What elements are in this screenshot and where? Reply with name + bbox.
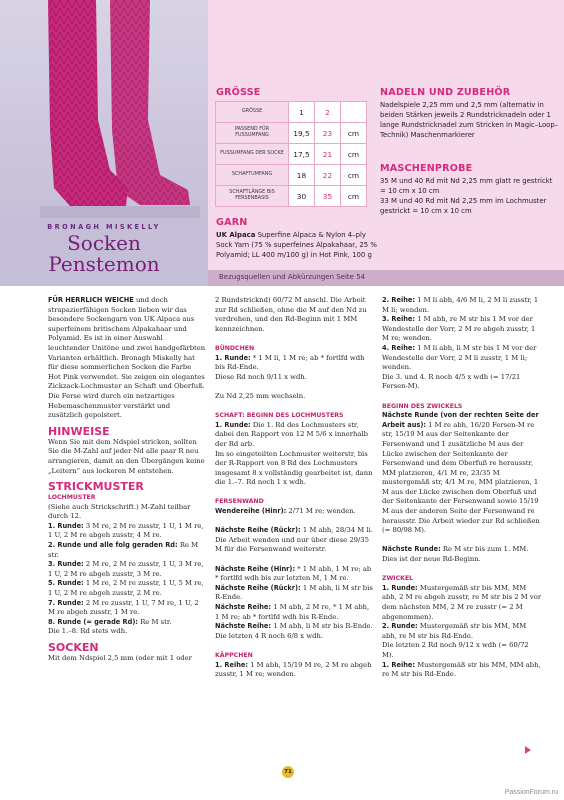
buendchen-round-1-text: * 1 M li, 1 M re; ab * fortlfd wdh bis Rd-Ende. (215, 353, 365, 372)
size-value-2: 23 (315, 123, 341, 144)
buendchen-round-1-label: 1. Runde: (215, 353, 251, 362)
round-1 (48, 522, 206, 541)
needle-change: Zu Nd 2,25 mm wechseln. (215, 391, 306, 400)
socks-illustration (0, 0, 208, 218)
size-row-label: FUSSUMFANG DER SOCKE (216, 144, 289, 165)
schaft-text: Im so eingeteilten Lochmuster weiterstr, bis der R-Rapport von 8 Rd des Lochmusters insgesamt 8 x vollständig gearbeitet ist, dann die 1.–7. Rd noch 1 x wdh. (215, 449, 373, 487)
ferse-row-2 (215, 526, 373, 555)
ferse-row-1-text: 2/71 M re; wenden. (288, 507, 356, 516)
zwickel-round-2b (382, 622, 542, 641)
socks-photo (0, 0, 208, 218)
continue-arrow-icon (525, 746, 531, 754)
reference-bar: Bezugsquellen und Abkürzungen Seite 54 (208, 270, 564, 286)
kaeppchen-row-2-text: 1 M li abh, 4/6 M li, 2 M li zusstr, 1 M li; wenden. (382, 296, 539, 314)
size-unit: cm (341, 144, 367, 165)
zwickel-heading: ZWICKEL (382, 575, 414, 583)
round-8-label: 8. Runde (= gerade Rd): (48, 617, 139, 626)
size-value-1: 1 (289, 102, 315, 123)
size-table (215, 101, 367, 207)
designer-name: BRONAGH MISKELLY (47, 223, 161, 231)
zwickel-round-2b-text: Mustergemäß str bis MM, MM abh, re M str bis Rd-Ende. (382, 622, 527, 640)
schaft-round-1 (215, 421, 373, 450)
buendchen-round-1 (215, 354, 373, 373)
gauge-line-2: 33 M und 40 Rd mit Nd 2,25 mm im Lochmuster gestrickt = 10 cm x 10 cm (380, 197, 547, 215)
size-row (216, 186, 367, 207)
round-1-text: 3 M re, 2 M re zusstr, 1 U, 1 M re, 1 U, 2 M re abgeh zusstr, 4 M re. (48, 521, 204, 540)
round-8 (48, 618, 206, 628)
fersenwand-heading: FERSENWAND (215, 498, 264, 506)
zwickel-row-1-label: 1. Reihe: (382, 660, 416, 669)
round-5-label: 5. Runde: (48, 579, 84, 588)
ferse-row-2-label: Nächste Reihe (Rückr): (215, 526, 301, 535)
kaeppchen-row-2-label: 2. Reihe: (382, 296, 416, 304)
size-row (216, 144, 367, 165)
kaeppchen-row-3 (382, 315, 542, 344)
pattern-title-line2: Penstemon (48, 252, 160, 276)
size-value-1: 18 (289, 165, 315, 186)
kaeppchen-row-1-text: 1 M abh, 15/19 M re, 2 M re abgeh zusstr, 1 M re; wenden. (215, 660, 372, 679)
round-3-text: 2 M re, 2 M re zusstr, 1 U, 3 M re, 1 U, 2 M re abgeh zusstr, 3 M re. (48, 560, 204, 578)
ferse-row-6-label: Nächste Reihe: (215, 622, 272, 631)
kaeppchen-row-3-text: 1 M abh, re M str bis 1 M vor der Wendestelle der Vorr, 2 M re abgeh zusstr, 1 M re; wenden. (382, 315, 536, 343)
round-7 (48, 599, 206, 618)
ferse-row-5-label: Nächste Reihe: (215, 603, 272, 611)
kaeppchen-row-1-label: 1. Reihe: (215, 660, 249, 669)
intro-lead: FÜR HERRLICH WEICHE (48, 296, 134, 304)
zwickel-start-heading: BEGINN DES ZWICKELS (382, 402, 463, 410)
hinweise-heading: HINWEISE (48, 424, 110, 438)
page-number: 71 (282, 766, 294, 778)
size-row (216, 165, 367, 186)
kaeppchen-row-4-label: 4. Reihe: (382, 343, 416, 352)
round-2 (48, 541, 206, 560)
buendchen-repeat: Diese Rd noch 9/11 x wdh. (215, 372, 307, 381)
schaft-round-1-text: Die 1. Rd des Lochmusters str, dabei den Rapport von 12 M 5/6 x innerhalb der Rd arb. (215, 420, 368, 448)
zwickel-next-round-text: 1 M re abh, 16/20 Fersen-M re str, 15/19 M aus der Seitenkante der Fersenwand und 1 zusätzliche M aus der Lücke zwischen der Seitenkante der Fersenwand und dem Oberfuß re herausstr, MM platzieren, 4/1 M re, 23/35 M mustergemäß str, 4/1 M re, MM platzieren, 1 M aus der Lücke zwischen dem Oberfuß und der Seitenkante der Fersenwand sowie 15/19 M aus der anderen Seite der Fersenwand re herausstr. Die Arbeit wieder zur Rd schließen (= 80/98 M). (382, 420, 540, 535)
watermark: PassionForum.ru (504, 789, 558, 796)
zwickel-next-round (382, 411, 542, 536)
zwickel-round-2-text: Re M str bis zum 1. MM. Dies ist der neue Rd-Beginn. (382, 545, 529, 564)
round-1-label: 1. Runde: (48, 521, 84, 530)
ferse-row-4-text: 1 M abh, li M str bis R-Ende. (215, 583, 373, 602)
size-row-label: PASSEND FÜR FUSSUMFANG (216, 123, 289, 144)
schaft-round-1-label: 1. Runde: (215, 420, 251, 429)
title-block (0, 218, 208, 286)
size-unit: cm (341, 165, 367, 186)
zwickel-round-1b-label: 1. Runde: (382, 583, 418, 592)
intro-text: und doch strapazierfähigen Socken lieben wir das besondere Sockengarn von UK Alpaca aus superfeinem britischem Alpakahaar und Polyamid. Es ist in einer Auswahl leuchtender Unitöne und zwei handgefärbten Varianten erhältlich. Bronagh Miskelly hat für diese sommerlichen Socken die Farbe Hot Pink verwendet. Sie zeigen ein elegantes Zickzack-Lochmuster an Schaft und Oberfuß. Die Ferse wird durch ein netzartiges Hebemaschenmuster verstärkt und zusätzlich gepolstert. (48, 296, 206, 420)
size-value-1: 19,5 (289, 123, 315, 144)
round-2-text: Re M str. (48, 541, 199, 559)
size-value-2: 22 (315, 165, 341, 186)
zwickel-round-1b-text: Mustergemäß str bis MM, MM abh, 2 M re abgeh zusstr, re M str bis 2 M vor dem nächsten MM, 2 M re zusstr (= 2 M abgenommen). (382, 583, 542, 621)
size-row (216, 102, 367, 123)
column-2 (215, 296, 373, 680)
size-row-label: SCHAFTUMFANG (216, 165, 289, 186)
kaeppchen-row-4-text: 1 M li abh, li M str bis 1 M vor der Wendestelle der Vorr, 2 M li zusstr, 1 M li; wenden. (382, 343, 537, 372)
zwickel-round-2-label: Nächste Runde: (382, 545, 441, 554)
round-8-text: Re M str. (140, 617, 172, 626)
schaft-heading: SCHAFT: BEGINN DES LOCHMUSTERS (215, 412, 344, 420)
yarn-heading: GARN (216, 217, 248, 228)
kaeppchen-row-2 (382, 296, 542, 315)
ferse-repeat: Die letzten 4 R noch 6/8 x wdh. (215, 631, 323, 640)
size-value-1: 30 (289, 186, 315, 207)
ferse-row-5-text: 1 M abh, 2 M re, * 1 M abh, 1 M re; ab * fortlfd wdh bis R-Ende. (215, 603, 370, 621)
zwickel-row-1-text: Mustergemäß str bis MM, MM abh, re M str bis Rd-Ende. (382, 660, 541, 679)
gauge-heading: MASCHENPROBE (380, 163, 473, 174)
round-5-text: 1 M re, 2 M re zusstr, 1 U, 5 M re, 1 U, 2 M re abgeh zusstr, 2 M re. (48, 579, 204, 598)
size-row (216, 123, 367, 144)
column-1 (48, 296, 206, 664)
pattern-title-line1: Socken (67, 231, 141, 255)
zwickel-next-round-label: Nächste Runde (von der rechten Seite der Arbeit aus): (382, 411, 539, 429)
kaeppchen-row-1 (215, 661, 373, 680)
zwickel-round-1b (382, 584, 542, 622)
zwickel-round-2 (382, 545, 542, 564)
gauge-text (380, 176, 560, 216)
zwickel-row-1 (382, 661, 542, 680)
ferse-row-6-text: 1 M abh, li M str bis R-Ende. (273, 622, 373, 631)
yarn-brand: UK Alpaca (216, 231, 256, 239)
info-panel (208, 0, 564, 286)
kaeppchen-repeat: Die 3. und 4. R noch 4/5 x wdh (= 17/21 Fersen-M). (382, 372, 521, 391)
round-3-label: 3. Runde: (48, 560, 84, 569)
ferse-row-3-text: * 1 M abh, 1 M re; ab * fortlfd wdh bis zur letzten M, 1 M re. (215, 564, 372, 583)
round-5 (48, 579, 206, 598)
ferse-row-5 (215, 603, 373, 622)
ferse-row-3-label: Nächste Reihe (Hinr): (215, 564, 296, 573)
repeat-note: Die 1.–8. Rd stets wdh. (48, 627, 128, 636)
zwickel-round-2b-label: 2. Runde: (382, 622, 418, 631)
yarn-description: Superfine Alpaca & Nylon 4–ply Sock Yarn (75 % superfeines Alpakahaar, 25 % Polyamid; LL 400 m/100 g) in Hot Pink, 100 g (216, 231, 377, 259)
buendchen-heading: BÜNDCHEN (215, 344, 255, 352)
ferse-row-4-label: Nächste Reihe (Rückr): (215, 583, 301, 592)
tools-heading: NADELN UND ZUBEHÖR (380, 87, 511, 98)
cast-on-text: 2 Rundstricknd) 60/72 M anschl. Die Arbeit zur Rd schließen, ohne die M auf den Nd zu verdrehen, und den Rd-Beginn mit 1 MM kennzeichnen. (215, 296, 367, 333)
size-value-2: 21 (315, 144, 341, 165)
ferse-row-2-text: 1 M abh, 28/34 M li. Die Arbeit wenden und nur über diese 29/35 M für die Fersenwand weiterstr. (215, 526, 373, 554)
round-2-label: 2. Runde und alle folg geraden Rd: (48, 541, 178, 550)
size-row-label: GRÖSSE (216, 102, 289, 123)
yarn-text (216, 230, 381, 260)
socken-heading: SOCKEN (48, 641, 99, 654)
ferse-row-4 (215, 584, 373, 603)
ferse-row-6 (215, 622, 373, 632)
round-7-text: 2 M re zusstr, 1 U, 7 M re, 1 U, 2 M re abgeh zusstr, 1 M re. (48, 598, 199, 617)
kaeppchen-row-4 (382, 344, 542, 373)
size-heading: GRÖSSE (216, 87, 261, 98)
zwickel-repeat: Die letzten 2 Rd noch 9/12 x wdh (= 60/72 M). (382, 641, 529, 659)
tools-text: Nadelspiele 2,25 mm und 2,5 mm (alternativ in beiden Stärken jeweils 2 Rundstricknadeln oder 1 lange Rundstricknadel zum Stricken in Magic–Loop–Technik) Maschenmarkierer (380, 101, 559, 139)
column-3 (382, 296, 542, 680)
lochmuster-heading: LOCHMUSTER (48, 494, 96, 502)
round-3 (48, 560, 206, 579)
kaeppchen-heading: KÄPPCHEN (215, 651, 253, 659)
kaeppchen-row-3-label: 3. Reihe: (382, 315, 416, 324)
size-value-1: 17,5 (289, 144, 315, 165)
size-unit: cm (341, 186, 367, 207)
hinweise-text: Wenn Sie mit dem Ndspiel stricken, sollten Sie die M-Zahl auf jeder Nd alle paar R neu arrangieren, damit an den Übergängen keine „Leitern“ aus lockeren M entstehen. (48, 437, 205, 475)
size-value-2: 2 (315, 102, 341, 123)
size-unit (341, 102, 367, 123)
size-row-label: SCHAFTLÄNGE BIS FERSENBASIS (216, 186, 289, 207)
gauge-line-1: 35 M und 40 Rd mit Nd 2,25 mm glatt re gestrickt = 10 cm x 10 cm (380, 177, 553, 195)
round-7-label: 7. Runde: (48, 598, 84, 607)
intro-paragraph (48, 296, 206, 421)
ferse-row-1 (215, 507, 373, 517)
ferse-row-1-label: Wendereihe (Hinr): (215, 507, 287, 516)
socken-text: Mit dem Ndspiel 2,5 mm (oder mit 1 oder (48, 654, 192, 662)
size-unit: cm (341, 123, 367, 144)
size-value-2: 35 (315, 186, 341, 207)
strickmuster-heading: STRICKMUSTER (48, 480, 144, 494)
ferse-row-3 (215, 565, 373, 584)
lochmuster-intro: (Siehe auch Strickschrift.) M-Zahl teilbar durch 12. (48, 502, 191, 521)
